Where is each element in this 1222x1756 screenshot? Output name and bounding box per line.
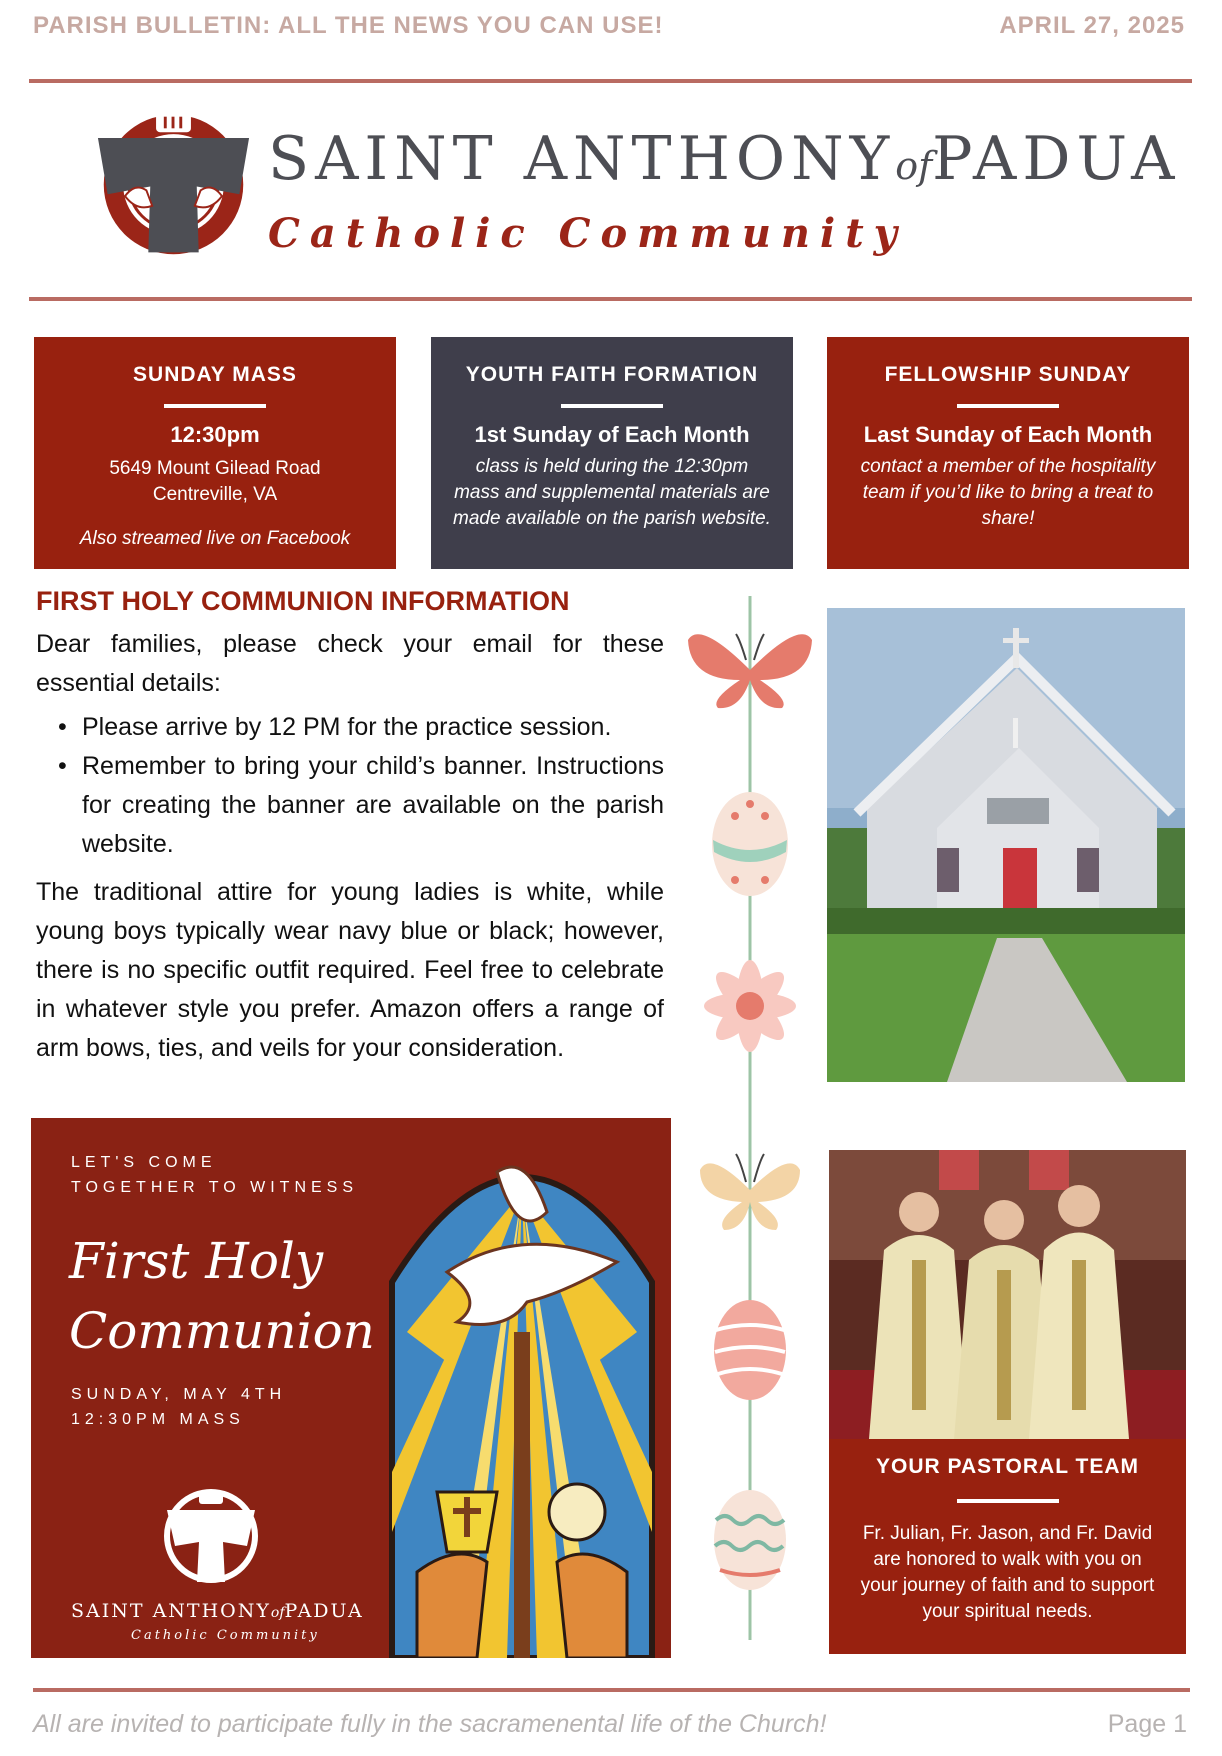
box-divider xyxy=(957,404,1059,408)
church-photo xyxy=(827,608,1185,1082)
pastoral-team-photo xyxy=(829,1150,1186,1439)
easter-egg-icon xyxy=(712,792,788,896)
box-heading: FELLOWSHIP SUNDAY xyxy=(884,363,1132,386)
box-heading: SUNDAY MASS xyxy=(133,363,297,386)
communion-intro: Dear families, please check your email for these essential details: xyxy=(36,630,664,697)
poster-script-line1: First Holy xyxy=(69,1232,324,1290)
footer-text: All are invited to participate fully in the sacramenental life of the Church! xyxy=(33,1710,827,1738)
header-bottom-rule xyxy=(29,297,1192,301)
easter-garland-decoration xyxy=(680,590,820,1660)
sunday-mass-box xyxy=(34,337,396,569)
easter-egg-icon xyxy=(714,1490,786,1590)
box-note: Also streamed live on Facebook xyxy=(79,528,351,549)
team-divider xyxy=(957,1499,1059,1503)
easter-egg-icon xyxy=(714,1300,786,1400)
parish-name: SAINT ANTHONYofPADUA xyxy=(268,124,1181,194)
poster-parish-subtitle: Catholic Community xyxy=(131,1628,320,1643)
poster-logo-icon xyxy=(161,1486,261,1586)
box-subheading: Last Sunday of Each Month xyxy=(863,422,1153,447)
parish-subtitle: Catholic Community xyxy=(268,210,907,257)
flower-icon xyxy=(704,960,796,1052)
footer-rule xyxy=(33,1688,1190,1692)
parish-logo-icon xyxy=(96,107,251,262)
poster-parish-name: SAINT ANTHONYofPADUA xyxy=(71,1600,364,1622)
poster-line1: LET'S COME xyxy=(71,1154,217,1171)
box-divider xyxy=(561,404,663,408)
fellowship-box xyxy=(827,337,1189,569)
poster-time: 12:30PM MASS xyxy=(71,1411,245,1428)
pastoral-team-box xyxy=(829,1439,1186,1654)
poster-line2: TOGETHER TO WITNESS xyxy=(71,1179,359,1196)
page-number: Page 1 xyxy=(1107,1710,1187,1738)
poster-script-line2: Communion xyxy=(69,1302,375,1360)
youth-faith-box xyxy=(431,337,793,569)
bulletin-date: APRIL 27, 2025 xyxy=(999,12,1185,39)
box-divider xyxy=(164,404,266,408)
communion-paragraph: The traditional attire for young ladies is white, while young boys typically wear navy blue or black; however, there is no specific outfit required. Feel free to celebrate in whatever style you prefer. Amazon offers a range of arm bows, ties, and veils for your consideration. xyxy=(36,878,664,1062)
header-top-rule xyxy=(29,79,1192,83)
bulletin-title: PARISH BULLETIN: ALL THE NEWS YOU CAN USE! xyxy=(33,12,664,39)
team-text: Fr. Julian, Fr. Jason, and Fr. David are honored to walk with you on your journey of faith and to support your spiritual needs. xyxy=(860,1523,1155,1622)
box-text: contact a member of the hospitality team if you’d like to bring a treat to share! xyxy=(860,456,1156,529)
box-heading: YOUTH FAITH FORMATION xyxy=(465,363,759,386)
list-item: • Please arrive by 12 PM for the practice session. xyxy=(82,708,664,747)
box-subheading: 1st Sunday of Each Month xyxy=(474,422,750,447)
poster-date: SUNDAY, MAY 4TH xyxy=(71,1386,287,1403)
list-item: • Remember to bring your child’s banner. Instructions for creating the banner are available on the parish website. xyxy=(82,747,664,864)
box-address-line1: 5649 Mount Gilead Road xyxy=(109,458,321,479)
first-communion-poster xyxy=(31,1118,671,1658)
team-heading: YOUR PASTORAL TEAM xyxy=(875,1455,1140,1478)
box-address-line2: Centreville, VA xyxy=(152,484,278,505)
communion-title: FIRST HOLY COMMUNION INFORMATION xyxy=(36,586,570,616)
stained-glass-illustration xyxy=(387,1132,657,1658)
communion-bullets xyxy=(36,708,664,864)
box-text: class is held during the 12:30pm mass and supplemental materials are made available on the parish website. xyxy=(453,456,771,529)
box-subheading: 12:30pm xyxy=(170,422,260,447)
